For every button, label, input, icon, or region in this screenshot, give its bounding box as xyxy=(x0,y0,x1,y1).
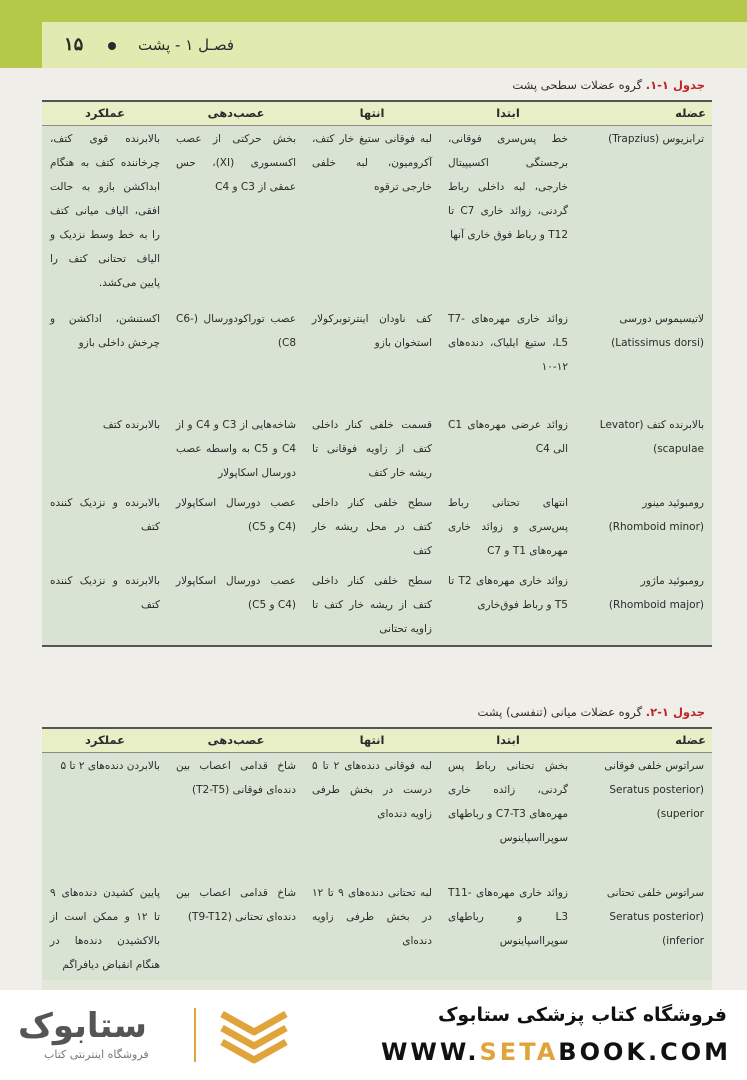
page-bottom-edge xyxy=(42,980,712,990)
cell-action: بالابرنده کتف xyxy=(42,412,168,490)
cell-insertion: کف ناودان اینترتوبرکولار استخوان بازو xyxy=(304,306,440,412)
page-number: ۱۵ xyxy=(64,34,84,54)
cell-action: اکستنشن، اداکشن و چرخش داخلی بازو xyxy=(42,306,168,412)
cell-insertion: سطح خلفی کنار داخلی کتف در محل ریشه خار کتف xyxy=(304,490,440,568)
col-header-action: عملکرد xyxy=(42,728,168,752)
table2 xyxy=(42,727,712,990)
cell-origin: انتهای تحتانی رباط پس‌سری و زوائد خاری مهره‌های T1 و C7 xyxy=(440,490,576,568)
cell-muscle: بالابرنده کتف (Levator scapulae) xyxy=(576,412,712,490)
cell-insertion: لبه فوقانی ستیغ خار کتف، آکرومیون، لبه خلفی خارجی ترقوه xyxy=(304,125,440,306)
table2-caption xyxy=(478,705,705,719)
cell-muscle: ترابزیوس (Trapzius) xyxy=(576,125,712,306)
cell-action: بالابرنده و نزدیک کننده کتف xyxy=(42,490,168,568)
col-header-action: عملکرد xyxy=(42,101,168,125)
table1 xyxy=(42,100,712,647)
table2-header-row xyxy=(42,728,712,752)
table2-number: جدول ۱-۲. xyxy=(645,705,705,719)
logo-tagline: فروشگاه اینترنتی کتاب xyxy=(44,1048,149,1061)
cell-nerve: بخش حرکتی از عصب اکسسوری (XI)، حس عمقی از C3 و C4 xyxy=(168,125,304,306)
col-header-muscle: عضله xyxy=(576,728,712,752)
table1-number: جدول ۱-۱. xyxy=(645,78,705,92)
cell-action: بالابرنده و نزدیک کننده کتف xyxy=(42,568,168,646)
header-side-strip xyxy=(0,0,42,68)
cell-nerve: شاخ قدامی اعصاب بین دنده‌ای فوقانی (T2-T5) xyxy=(168,752,304,880)
cell-action: پایین کشیدن دنده‌های ۹ تا ۱۲ و ممکن است از بالاکشیدن دنده‌ها در هنگام انقباض دیافراگم xyxy=(42,880,168,990)
cell-insertion: لبه تحتانی دنده‌های ۹ تا ۱۲ در بخش طرفی زاویه دنده‌ای xyxy=(304,880,440,990)
store-name: فروشگاه کتاب پزشکی ستابوک xyxy=(437,1004,727,1026)
cell-insertion: لبه فوقانی دنده‌های ۲ تا ۵ درست در بخش طرفی زاویه دنده‌ای xyxy=(304,752,440,880)
cell-nerve: شاخه‌هایی از C3 و C4 و از C4 و C5 به واسطه عصب دورسال اسکاپولار xyxy=(168,412,304,490)
chevron-stack-icon xyxy=(214,1006,294,1066)
table1-caption xyxy=(512,78,705,92)
header-band xyxy=(0,0,747,22)
cell-nerve: عصب دورسال اسکاپولار (C4 و C5) xyxy=(168,568,304,646)
cell-muscle: سراتوس خلفی فوقانی (Seratus posterior superior) xyxy=(576,752,712,880)
cell-action: بالابرنده قوی کتف، چرخاننده کتف به هنگام ابداکشن بازو به حالت افقی، الیاف میانی کتف را به خط وسط نزدیک و الیاف تحتانی کتف را پایین می‌کشد. xyxy=(42,125,168,306)
table-row xyxy=(42,125,712,306)
cell-origin: زوائد عرضی مهره‌های C1 الی C4 xyxy=(440,412,576,490)
cell-insertion: قسمت خلفی کنار داخلی کتف از زاویه فوقانی تا ریشه خار کتف xyxy=(304,412,440,490)
bullet-icon xyxy=(108,42,116,50)
cell-nerve: شاخ قدامی اعصاب بین دنده‌ای تحتانی (T9-T12) xyxy=(168,880,304,990)
store-banner xyxy=(0,990,747,1080)
table-row xyxy=(42,752,712,880)
setabook-logo[interactable] xyxy=(18,1002,318,1068)
col-header-nerve: عصب‌دهی xyxy=(168,101,304,125)
cell-nerve: عصب دورسال اسکاپولار (C4 و C5) xyxy=(168,490,304,568)
running-header xyxy=(42,22,747,68)
cell-action: بالابردن دنده‌های ۲ تا ۵ xyxy=(42,752,168,880)
table2-title: گروه عضلات میانی (تنفسی) پشت xyxy=(477,705,643,719)
table-row xyxy=(42,306,712,412)
cell-muscle: رومبوئید ماژور (Rhomboid major) xyxy=(576,568,712,646)
col-header-insertion: انتها xyxy=(304,728,440,752)
cell-origin: زوائد خاری مهره‌های T2 تا T5 و رباط فوق‌خاری xyxy=(440,568,576,646)
url-accent: SETA xyxy=(479,1038,559,1066)
cell-muscle: لاتیسیموس دورسی (Latissimus dorsi) xyxy=(576,306,712,412)
cell-origin: زوائد خاری مهره‌های T11-L3 و رباطهای سوپرااسپاینوس xyxy=(440,880,576,990)
cell-muscle: سراتوس خلفی تحتانی (Seratus posterior inferior) xyxy=(576,880,712,990)
store-url-link[interactable] xyxy=(381,1038,731,1066)
col-header-nerve: عصب‌دهی xyxy=(168,728,304,752)
url-suffix: BOOK.COM xyxy=(558,1038,731,1066)
col-header-origin: ابتدا xyxy=(440,101,576,125)
url-prefix: WWW. xyxy=(380,1038,480,1066)
cell-origin: بخش تحتانی رباط پس گردنی، زائده خاری مهره‌های C7-T3 و رباطهای سوپرااسپاینوس xyxy=(440,752,576,880)
table-row xyxy=(42,412,712,490)
col-header-insertion: انتها xyxy=(304,101,440,125)
table-row xyxy=(42,490,712,568)
table1-title: گروه عضلات سطحی پشت xyxy=(512,78,643,92)
col-header-muscle: عضله xyxy=(576,101,712,125)
table-row xyxy=(42,568,712,646)
table-row xyxy=(42,880,712,990)
logo-wordmark: ستابوک xyxy=(18,1006,147,1046)
table1-header-row xyxy=(42,101,712,125)
chapter-title: فصـل ۱ - پشت xyxy=(138,36,234,54)
logo-divider xyxy=(194,1008,196,1062)
cell-muscle: رومبوئید مینور (Rhomboid minor) xyxy=(576,490,712,568)
cell-origin: خط پس‌سری فوقانی، برجستگی اکسیپیتال خارجی، لبه داخلی رباط گردنی، زوائد خاری C7 تا T12 و رباط فوق خاری آنها xyxy=(440,125,576,306)
col-header-origin: ابتدا xyxy=(440,728,576,752)
cell-nerve: عصب توراکودورسال (C6-C8) xyxy=(168,306,304,412)
cell-insertion: سطح خلفی کنار داخلی کتف از ریشه خار کتف تا زاویه تحتانی xyxy=(304,568,440,646)
cell-origin: زوائد خاری مهره‌های T7-L5، ستیغ ایلیاک، دنده‌های ۱۲-۱۰ xyxy=(440,306,576,412)
